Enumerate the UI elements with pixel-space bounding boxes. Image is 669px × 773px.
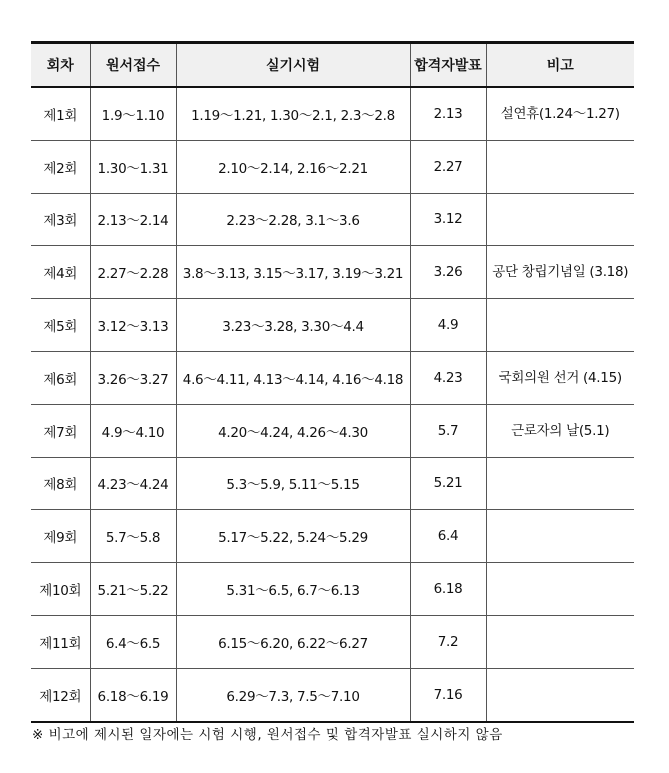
application-cell: 1.30～1.31 — [90, 140, 176, 193]
round-cell: 제10회 — [31, 563, 90, 616]
table-row — [31, 668, 634, 721]
note-cell — [486, 668, 634, 721]
round-cell: 제2회 — [31, 140, 90, 193]
application-cell: 3.26～3.27 — [90, 351, 176, 404]
exam-cell: 5.3～5.9, 5.11～5.15 — [176, 457, 410, 510]
exam-cell: 1.19～1.21, 1.30～2.1, 2.3～2.8 — [176, 87, 410, 140]
exam-cell: 4.20～4.24, 4.26～4.30 — [176, 404, 410, 457]
footnote: ※ 비고에 제시된 일자에는 시험 시행, 원서접수 및 합격자발표 실시하지 않음 — [32, 727, 503, 743]
note-cell — [486, 510, 634, 563]
exam-cell: 5.31～6.5, 6.7～6.13 — [176, 563, 410, 616]
table-row — [31, 193, 634, 246]
announcement-cell: 6.18 — [410, 563, 486, 616]
application-cell: 2.27～2.28 — [90, 246, 176, 299]
note-cell — [486, 299, 634, 352]
exam-cell: 3.8～3.13, 3.15～3.17, 3.19～3.21 — [176, 246, 410, 299]
table-row — [31, 563, 634, 616]
announcement-cell: 5.7 — [410, 404, 486, 457]
application-cell: 6.18～6.19 — [90, 668, 176, 721]
note-cell: 근로자의 날(5.1) — [486, 404, 634, 457]
table-row — [31, 457, 634, 510]
round-cell: 제5회 — [31, 299, 90, 352]
note-cell — [486, 140, 634, 193]
note-cell — [486, 193, 634, 246]
header-exam: 실기시험 — [176, 43, 410, 88]
table-row — [31, 351, 634, 404]
application-cell: 4.9～4.10 — [90, 404, 176, 457]
table-row — [31, 299, 634, 352]
application-cell: 2.13～2.14 — [90, 193, 176, 246]
table-row — [31, 510, 634, 563]
note-cell: 국회의원 선거 (4.15) — [486, 351, 634, 404]
announcement-cell: 7.16 — [410, 668, 486, 721]
table-row — [31, 140, 634, 193]
application-cell: 4.23～4.24 — [90, 457, 176, 510]
table-row — [31, 87, 634, 140]
exam-cell: 4.6～4.11, 4.13～4.14, 4.16～4.18 — [176, 351, 410, 404]
note-cell — [486, 457, 634, 510]
table-row — [31, 404, 634, 457]
header-application: 원서접수 — [90, 43, 176, 88]
application-cell: 6.4～6.5 — [90, 615, 176, 668]
table-row — [31, 246, 634, 299]
exam-cell: 2.10～2.14, 2.16～2.21 — [176, 140, 410, 193]
round-cell: 제12회 — [31, 668, 90, 721]
note-cell — [486, 563, 634, 616]
round-cell: 제6회 — [31, 351, 90, 404]
exam-cell: 6.29～7.3, 7.5～7.10 — [176, 668, 410, 721]
table-header-row — [31, 43, 634, 88]
announcement-cell: 2.13 — [410, 87, 486, 140]
application-cell: 5.21～5.22 — [90, 563, 176, 616]
header-announcement: 합격자발표 — [410, 43, 486, 88]
table-body — [31, 87, 634, 722]
round-cell: 제11회 — [31, 615, 90, 668]
announcement-cell: 4.23 — [410, 351, 486, 404]
note-cell: 설연휴(1.24～1.27) — [486, 87, 634, 140]
application-cell: 1.9～1.10 — [90, 87, 176, 140]
exam-schedule-table — [31, 41, 634, 723]
announcement-cell: 4.9 — [410, 299, 486, 352]
announcement-cell: 7.2 — [410, 615, 486, 668]
note-cell: 공단 창립기념일 (3.18) — [486, 246, 634, 299]
round-cell: 제7회 — [31, 404, 90, 457]
round-cell: 제8회 — [31, 457, 90, 510]
round-cell: 제9회 — [31, 510, 90, 563]
note-cell — [486, 615, 634, 668]
announcement-cell: 3.26 — [410, 246, 486, 299]
announcement-cell: 6.4 — [410, 510, 486, 563]
table-row — [31, 615, 634, 668]
round-cell: 제3회 — [31, 193, 90, 246]
exam-cell: 6.15～6.20, 6.22～6.27 — [176, 615, 410, 668]
announcement-cell: 5.21 — [410, 457, 486, 510]
header-note: 비고 — [486, 43, 634, 88]
application-cell: 5.7～5.8 — [90, 510, 176, 563]
exam-cell: 5.17～5.22, 5.24～5.29 — [176, 510, 410, 563]
round-cell: 제1회 — [31, 87, 90, 140]
header-round: 회차 — [31, 43, 90, 88]
round-cell: 제4회 — [31, 246, 90, 299]
application-cell: 3.12～3.13 — [90, 299, 176, 352]
announcement-cell: 2.27 — [410, 140, 486, 193]
exam-cell: 2.23～2.28, 3.1～3.6 — [176, 193, 410, 246]
exam-cell: 3.23～3.28, 3.30～4.4 — [176, 299, 410, 352]
announcement-cell: 3.12 — [410, 193, 486, 246]
